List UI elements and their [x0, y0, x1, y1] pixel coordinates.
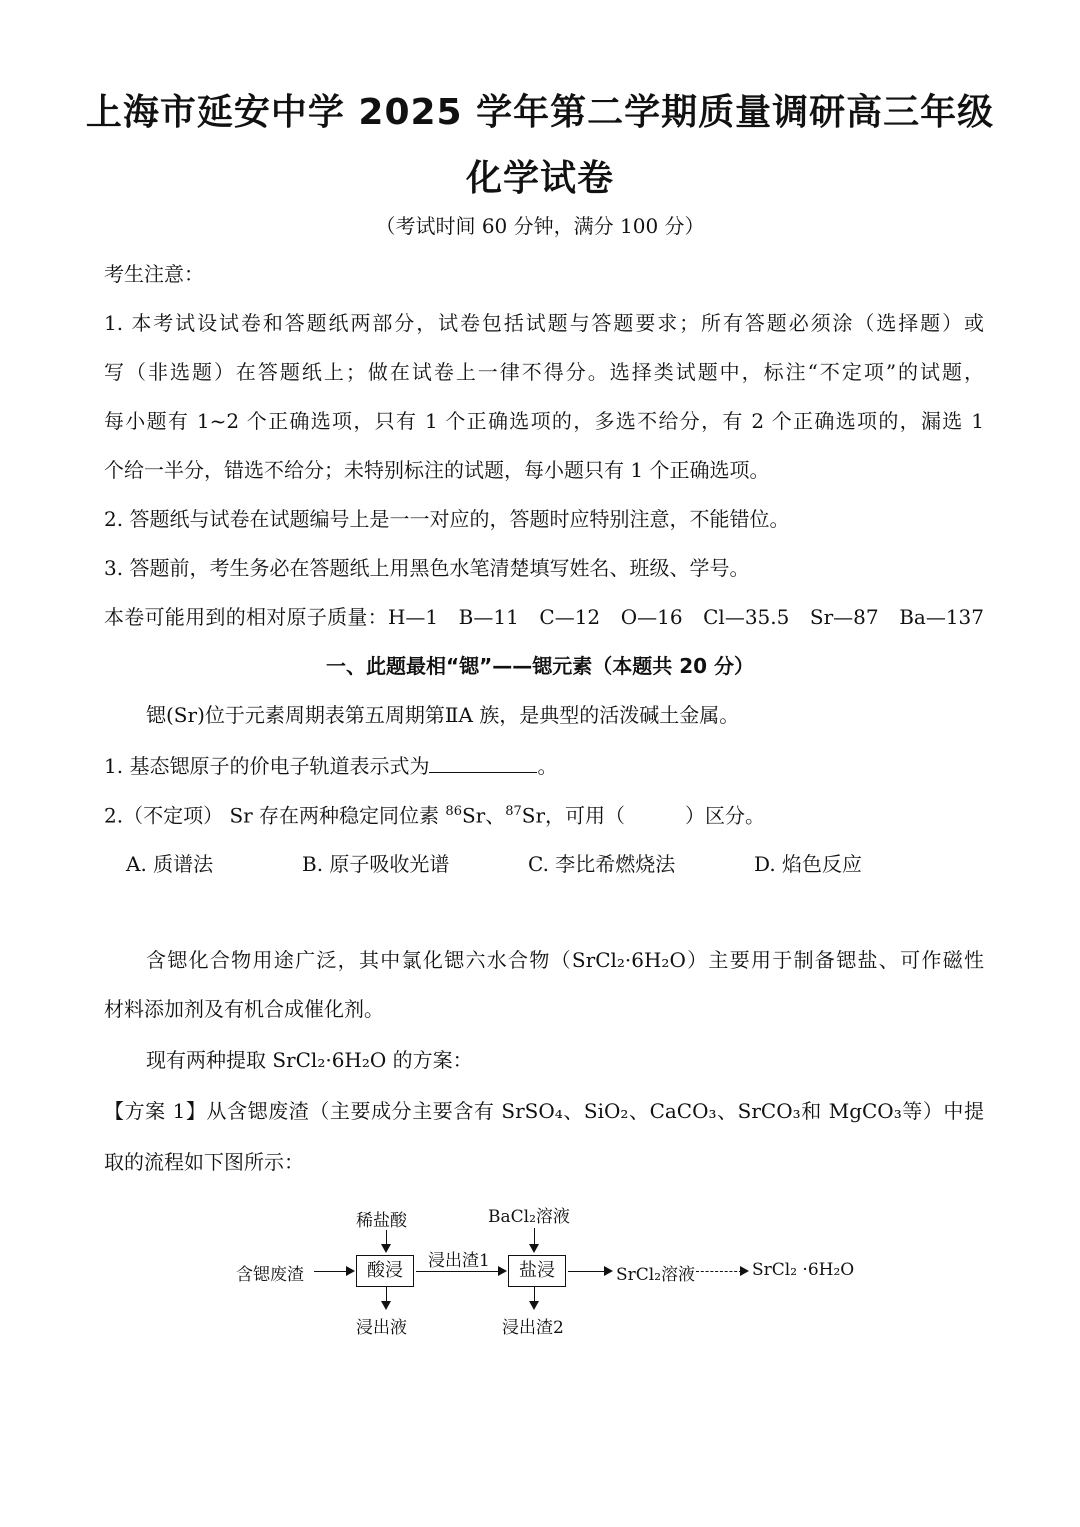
- question-2: [104, 800, 984, 828]
- isotope-87-mass: 87: [505, 804, 522, 819]
- flow-input: 含锶废渣: [236, 1265, 304, 1285]
- notice-line: 2. 答题纸与试卷在试题编号上是一一对应的，答题时应特别注意，不能错位。: [104, 507, 790, 531]
- flow-arrow-line: [314, 1271, 348, 1272]
- arrow-down-icon: [529, 1301, 539, 1310]
- arrow-down-icon: [381, 1244, 391, 1253]
- flow-arrow-line: [568, 1271, 606, 1272]
- option-b: B. 原子吸收光谱: [302, 852, 450, 876]
- notice-line: 1. 本考试设试卷和答题纸两部分，试卷包括试题与答题要求；所有答题必须涂（选择题）或: [104, 311, 984, 335]
- flow-output-1: 浸出液: [356, 1318, 407, 1338]
- arrow-right-icon: [498, 1266, 507, 1276]
- paragraph-line: 含锶化合物用途广泛，其中氯化锶六水合物（SrCl₂·6H₂O）主要用于制备锶盐、可作磁性: [146, 948, 984, 972]
- flow-product-crystal: SrCl₂ ·6H₂O: [752, 1260, 855, 1280]
- question-2-suffix: ）区分。: [685, 803, 766, 828]
- flow-reagent-1: 稀盐酸: [356, 1211, 407, 1231]
- question-1-end: 。: [537, 754, 558, 778]
- question-2-prefix: 2.（不定项） Sr 存在两种稳定同位素: [104, 803, 446, 828]
- option-c: C. 李比希燃烧法: [528, 852, 676, 876]
- arrow-right-icon: [346, 1266, 355, 1276]
- arrow-down-icon: [381, 1301, 391, 1310]
- question-1: [104, 752, 984, 778]
- option-a: A. 质谱法: [126, 852, 214, 876]
- scheme-1-line: 【方案 1】从含锶废渣（主要成分主要含有 SrSO₄、SiO₂、CaCO₃、SrCO₃和 MgCO₃等）中提: [104, 1099, 984, 1123]
- arrow-down-icon: [529, 1244, 539, 1253]
- isotope-87-symbol: Sr，可用（: [521, 803, 626, 828]
- flow-product-solution: SrCl₂溶液: [616, 1265, 696, 1285]
- flow-step-1: 酸浸: [356, 1255, 414, 1287]
- flow-reagent-2: BaCl₂溶液: [488, 1207, 570, 1227]
- exam-info: （考试时间 60 分钟，满分 100 分）: [375, 214, 705, 238]
- notice-line: 写（非选题）在答题纸上；做在试卷上一律不得分。选择类试题中，标注“不定项”的试题，: [104, 360, 984, 384]
- process-flow-diagram: [226, 1196, 866, 1346]
- flow-intermediate: 浸出渣1: [428, 1251, 490, 1271]
- section-heading: 一、此题最相“锶”——锶元素（本题共 20 分）: [325, 654, 755, 678]
- answer-blank: [429, 752, 537, 773]
- flow-step-2: 盐浸: [508, 1255, 566, 1287]
- isotope-86-mass: 86: [445, 804, 462, 819]
- flow-arrow-line: [416, 1271, 500, 1272]
- atomic-masses: 本卷可能用到的相对原子质量：H—1 B—11 C—12 O—16 Cl—35.5 Sr—87 Ba—137: [104, 605, 984, 629]
- exam-title: 上海市延安中学 2025 学年第二学期质量调研高三年级: [85, 92, 995, 133]
- scheme-1-line: 取的流程如下图所示：: [104, 1150, 304, 1174]
- notice-line: 每小题有 1~2 个正确选项，只有 1 个正确选项的，多选不给分，有 2 个正确选项的，漏选 1: [104, 409, 984, 433]
- flow-arrow-dashed-line: [696, 1271, 742, 1272]
- arrow-right-icon: [604, 1266, 613, 1276]
- section-intro: 锶(Sr)位于元素周期表第五周期第ⅡA 族，是典型的活泼碱土金属。: [146, 703, 740, 727]
- arrow-right-icon: [740, 1266, 749, 1276]
- notice-line: 3. 答题前，考生务必在答题纸上用黑色水笔清楚填写姓名、班级、学号。: [104, 556, 750, 580]
- exam-subtitle: 化学试卷: [465, 158, 614, 199]
- isotope-86-symbol: Sr、: [461, 803, 506, 828]
- option-d: D. 焰色反应: [754, 852, 863, 876]
- notice-heading: 考生注意：: [104, 262, 204, 286]
- notice-line: 个给一半分，错选不给分；未特别标注的试题，每小题只有 1 个正确选项。: [104, 458, 770, 482]
- paragraph-line: 现有两种提取 SrCl₂·6H₂O 的方案：: [146, 1048, 473, 1072]
- question-1-text: 1. 基态锶原子的价电子轨道表示式为: [104, 754, 430, 778]
- flow-output-2: 浸出渣2: [502, 1318, 564, 1338]
- paragraph-line: 材料添加剂及有机合成催化剂。: [104, 997, 384, 1021]
